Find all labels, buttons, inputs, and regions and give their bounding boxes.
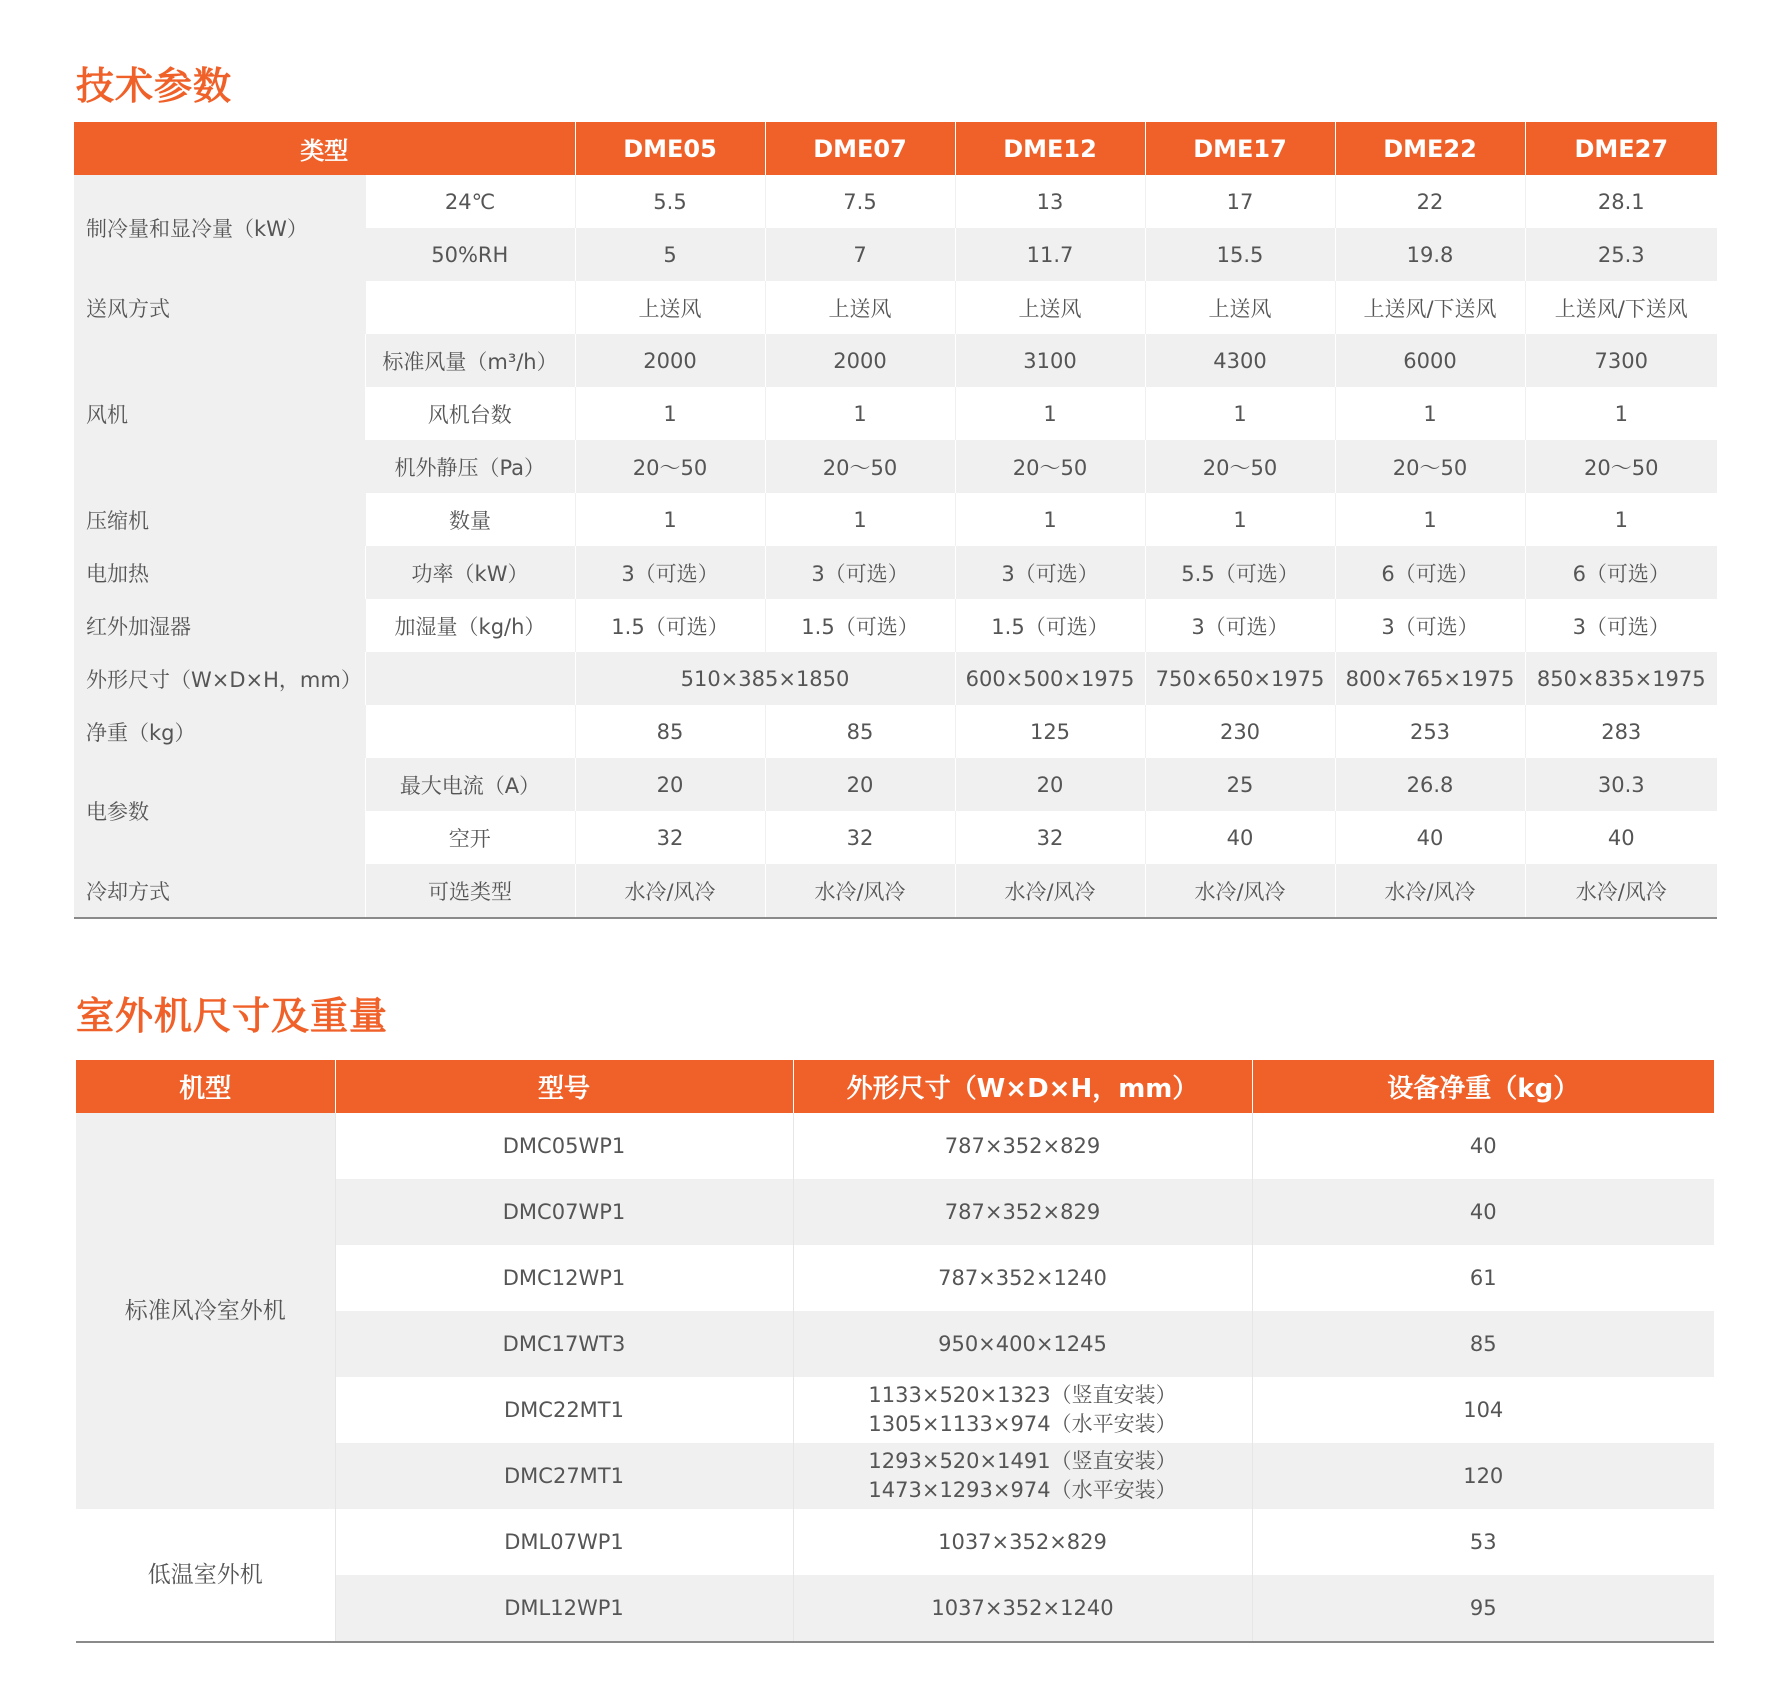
- row-sublabel: 可选类型: [365, 864, 575, 918]
- table-cell: 6（可选）: [1335, 546, 1525, 599]
- unit-category: 低温室外机: [76, 1509, 335, 1642]
- table-cell: 253: [1335, 705, 1525, 758]
- row-sublabel: 功率（kW）: [365, 546, 575, 599]
- row-sublabel: 机外静压（Pa）: [365, 440, 575, 493]
- table-cell: 3（可选）: [575, 546, 765, 599]
- weight-cell: 120: [1252, 1443, 1714, 1509]
- table-cell: 3（可选）: [955, 546, 1145, 599]
- dimensions-cell: 787×352×829: [793, 1113, 1252, 1179]
- table-cell: 283: [1525, 705, 1717, 758]
- table-cell: 水冷/风冷: [1525, 864, 1717, 918]
- model-cell: DMC12WP1: [335, 1245, 793, 1311]
- weight-cell: 104: [1252, 1377, 1714, 1443]
- row-sublabel: 加湿量（kg/h）: [365, 599, 575, 652]
- table-cell: 22: [1335, 175, 1525, 228]
- table-cell: 2000: [765, 334, 955, 387]
- table-cell: 7.5: [765, 175, 955, 228]
- tech-params-title: 技术参数: [76, 64, 233, 108]
- table-row: [76, 1113, 1714, 1179]
- table-cell: 1: [955, 387, 1145, 440]
- table-cell: 510×385×1850: [575, 652, 955, 705]
- table-cell: 上送风/下送风: [1525, 281, 1717, 334]
- table-row: [76, 1509, 1714, 1575]
- unit-category: 标准风冷室外机: [76, 1113, 335, 1509]
- model-cell: DMC22MT1: [335, 1377, 793, 1443]
- table-row: [74, 758, 1717, 811]
- row-sublabel: [365, 652, 575, 705]
- row-sublabel: 数量: [365, 493, 575, 546]
- table-cell: 13: [955, 175, 1145, 228]
- header-model: DME05: [575, 122, 765, 175]
- table-cell: 水冷/风冷: [1335, 864, 1525, 918]
- table-cell: 1: [765, 387, 955, 440]
- dimensions-cell: [793, 1443, 1252, 1509]
- row-sublabel: 24℃: [365, 175, 575, 228]
- row-label: 冷却方式: [74, 864, 365, 918]
- table-cell: 20～50: [1145, 440, 1335, 493]
- table-row: [74, 281, 1717, 334]
- weight-cell: 40: [1252, 1113, 1714, 1179]
- table-cell: 20: [575, 758, 765, 811]
- header-unit-type: 机型: [76, 1060, 335, 1113]
- table-cell: 32: [765, 811, 955, 864]
- table-cell: 水冷/风冷: [765, 864, 955, 918]
- row-label: 压缩机: [74, 493, 365, 546]
- table-cell: 20～50: [1525, 440, 1717, 493]
- row-sublabel: [365, 281, 575, 334]
- table-cell: 32: [955, 811, 1145, 864]
- table-cell: 上送风/下送风: [1335, 281, 1525, 334]
- table-cell: 25.3: [1525, 228, 1717, 281]
- table-row: [74, 493, 1717, 546]
- table-cell: 5.5（可选）: [1145, 546, 1335, 599]
- dimension-line: 1293×520×1491（竖直安装）: [868, 1449, 1177, 1473]
- model-cell: DMC17WT3: [335, 1311, 793, 1377]
- row-sublabel: 风机台数: [365, 387, 575, 440]
- table-row: [74, 864, 1717, 918]
- header-weight: 设备净重（kg）: [1252, 1060, 1714, 1113]
- table-cell: 1: [1525, 387, 1717, 440]
- table-cell: 85: [575, 705, 765, 758]
- weight-cell: 85: [1252, 1311, 1714, 1377]
- row-sublabel: [365, 705, 575, 758]
- table-row: [74, 599, 1717, 652]
- table-cell: 20: [955, 758, 1145, 811]
- table-cell: 28.1: [1525, 175, 1717, 228]
- table-cell: 1.5（可选）: [575, 599, 765, 652]
- outdoor-unit-title: 室外机尺寸及重量: [76, 994, 389, 1038]
- table-cell: 1: [1335, 493, 1525, 546]
- table-cell: 20～50: [955, 440, 1145, 493]
- dimensions-cell: 787×352×829: [793, 1179, 1252, 1245]
- table-cell: 上送风: [575, 281, 765, 334]
- row-label: 红外加湿器: [74, 599, 365, 652]
- table-cell: 1: [955, 493, 1145, 546]
- model-cell: DMC07WP1: [335, 1179, 793, 1245]
- table-cell: 3100: [955, 334, 1145, 387]
- table-cell: 20～50: [575, 440, 765, 493]
- header-model: DME12: [955, 122, 1145, 175]
- table-cell: 5.5: [575, 175, 765, 228]
- table-cell: 600×500×1975: [955, 652, 1145, 705]
- dimensions-cell: 1037×352×829: [793, 1509, 1252, 1575]
- table-cell: 水冷/风冷: [575, 864, 765, 918]
- table-cell: 上送风: [1145, 281, 1335, 334]
- table-cell: 1: [765, 493, 955, 546]
- row-label: 制冷量和显冷量（kW）: [74, 175, 365, 281]
- dimension-line: 1473×1293×974（水平安装）: [868, 1478, 1177, 1502]
- row-label: 电加热: [74, 546, 365, 599]
- table-cell: 85: [765, 705, 955, 758]
- header-model: DME27: [1525, 122, 1717, 175]
- table-cell: 20～50: [1335, 440, 1525, 493]
- table-cell: 1.5（可选）: [765, 599, 955, 652]
- header-model: DME07: [765, 122, 955, 175]
- table-cell: 1: [1145, 493, 1335, 546]
- table-cell: 6（可选）: [1525, 546, 1717, 599]
- model-cell: DML07WP1: [335, 1509, 793, 1575]
- dimensions-cell: 1037×352×1240: [793, 1575, 1252, 1642]
- table-cell: 6000: [1335, 334, 1525, 387]
- weight-cell: 40: [1252, 1179, 1714, 1245]
- table-header-row: [76, 1060, 1714, 1113]
- dimensions-cell: 787×352×1240: [793, 1245, 1252, 1311]
- row-label: 净重（kg）: [74, 705, 365, 758]
- table-cell: 7300: [1525, 334, 1717, 387]
- table-cell: 7: [765, 228, 955, 281]
- table-cell: 20: [765, 758, 955, 811]
- row-sublabel: 50%RH: [365, 228, 575, 281]
- table-cell: 19.8: [1335, 228, 1525, 281]
- table-row: [74, 652, 1717, 705]
- table-cell: 20～50: [765, 440, 955, 493]
- header-model: 型号: [335, 1060, 793, 1113]
- table-cell: 750×650×1975: [1145, 652, 1335, 705]
- row-label: 送风方式: [74, 281, 365, 334]
- table-cell: 3（可选）: [1335, 599, 1525, 652]
- tech-params-table: [74, 122, 1717, 919]
- table-cell: 3（可选）: [1525, 599, 1717, 652]
- table-row: [74, 334, 1717, 387]
- table-cell: 11.7: [955, 228, 1145, 281]
- row-sublabel: 空开: [365, 811, 575, 864]
- table-cell: 230: [1145, 705, 1335, 758]
- table-cell: 1: [1145, 387, 1335, 440]
- table-header-row: [74, 122, 1717, 175]
- dimension-line: 1305×1133×974（水平安装）: [868, 1412, 1177, 1436]
- table-cell: 1: [575, 387, 765, 440]
- table-cell: 1: [1525, 493, 1717, 546]
- weight-cell: 53: [1252, 1509, 1714, 1575]
- header-type: 类型: [74, 122, 575, 175]
- row-label: 外形尺寸（W×D×H，mm）: [74, 652, 365, 705]
- table-cell: 水冷/风冷: [955, 864, 1145, 918]
- table-cell: 1.5（可选）: [955, 599, 1145, 652]
- table-cell: 40: [1145, 811, 1335, 864]
- header-model: DME17: [1145, 122, 1335, 175]
- table-cell: 4300: [1145, 334, 1335, 387]
- table-cell: 25: [1145, 758, 1335, 811]
- table-cell: 1: [1335, 387, 1525, 440]
- outdoor-unit-table: [76, 1060, 1714, 1643]
- row-sublabel: 标准风量（m³/h）: [365, 334, 575, 387]
- dimensions-cell: 950×400×1245: [793, 1311, 1252, 1377]
- table-cell: 800×765×1975: [1335, 652, 1525, 705]
- table-row: [74, 546, 1717, 599]
- table-row: [74, 705, 1717, 758]
- table-cell: 40: [1525, 811, 1717, 864]
- header-model: DME22: [1335, 122, 1525, 175]
- table-cell: 5: [575, 228, 765, 281]
- table-cell: 1: [575, 493, 765, 546]
- row-label: 电参数: [74, 758, 365, 864]
- header-dimensions: 外形尺寸（W×D×H，mm）: [793, 1060, 1252, 1113]
- model-cell: DMC27MT1: [335, 1443, 793, 1509]
- row-label: 风机: [74, 334, 365, 493]
- table-cell: 32: [575, 811, 765, 864]
- table-cell: 26.8: [1335, 758, 1525, 811]
- table-cell: 125: [955, 705, 1145, 758]
- dimension-line: 1133×520×1323（竖直安装）: [868, 1383, 1177, 1407]
- model-cell: DMC05WP1: [335, 1113, 793, 1179]
- table-cell: 17: [1145, 175, 1335, 228]
- weight-cell: 61: [1252, 1245, 1714, 1311]
- row-sublabel: 最大电流（A）: [365, 758, 575, 811]
- table-cell: 上送风: [765, 281, 955, 334]
- table-row: [74, 175, 1717, 228]
- weight-cell: 95: [1252, 1575, 1714, 1642]
- table-cell: 水冷/风冷: [1145, 864, 1335, 918]
- dimensions-cell: [793, 1377, 1252, 1443]
- table-cell: 3（可选）: [1145, 599, 1335, 652]
- table-cell: 上送风: [955, 281, 1145, 334]
- table-cell: 850×835×1975: [1525, 652, 1717, 705]
- table-cell: 30.3: [1525, 758, 1717, 811]
- model-cell: DML12WP1: [335, 1575, 793, 1642]
- table-cell: 2000: [575, 334, 765, 387]
- table-cell: 3（可选）: [765, 546, 955, 599]
- table-cell: 15.5: [1145, 228, 1335, 281]
- table-cell: 40: [1335, 811, 1525, 864]
